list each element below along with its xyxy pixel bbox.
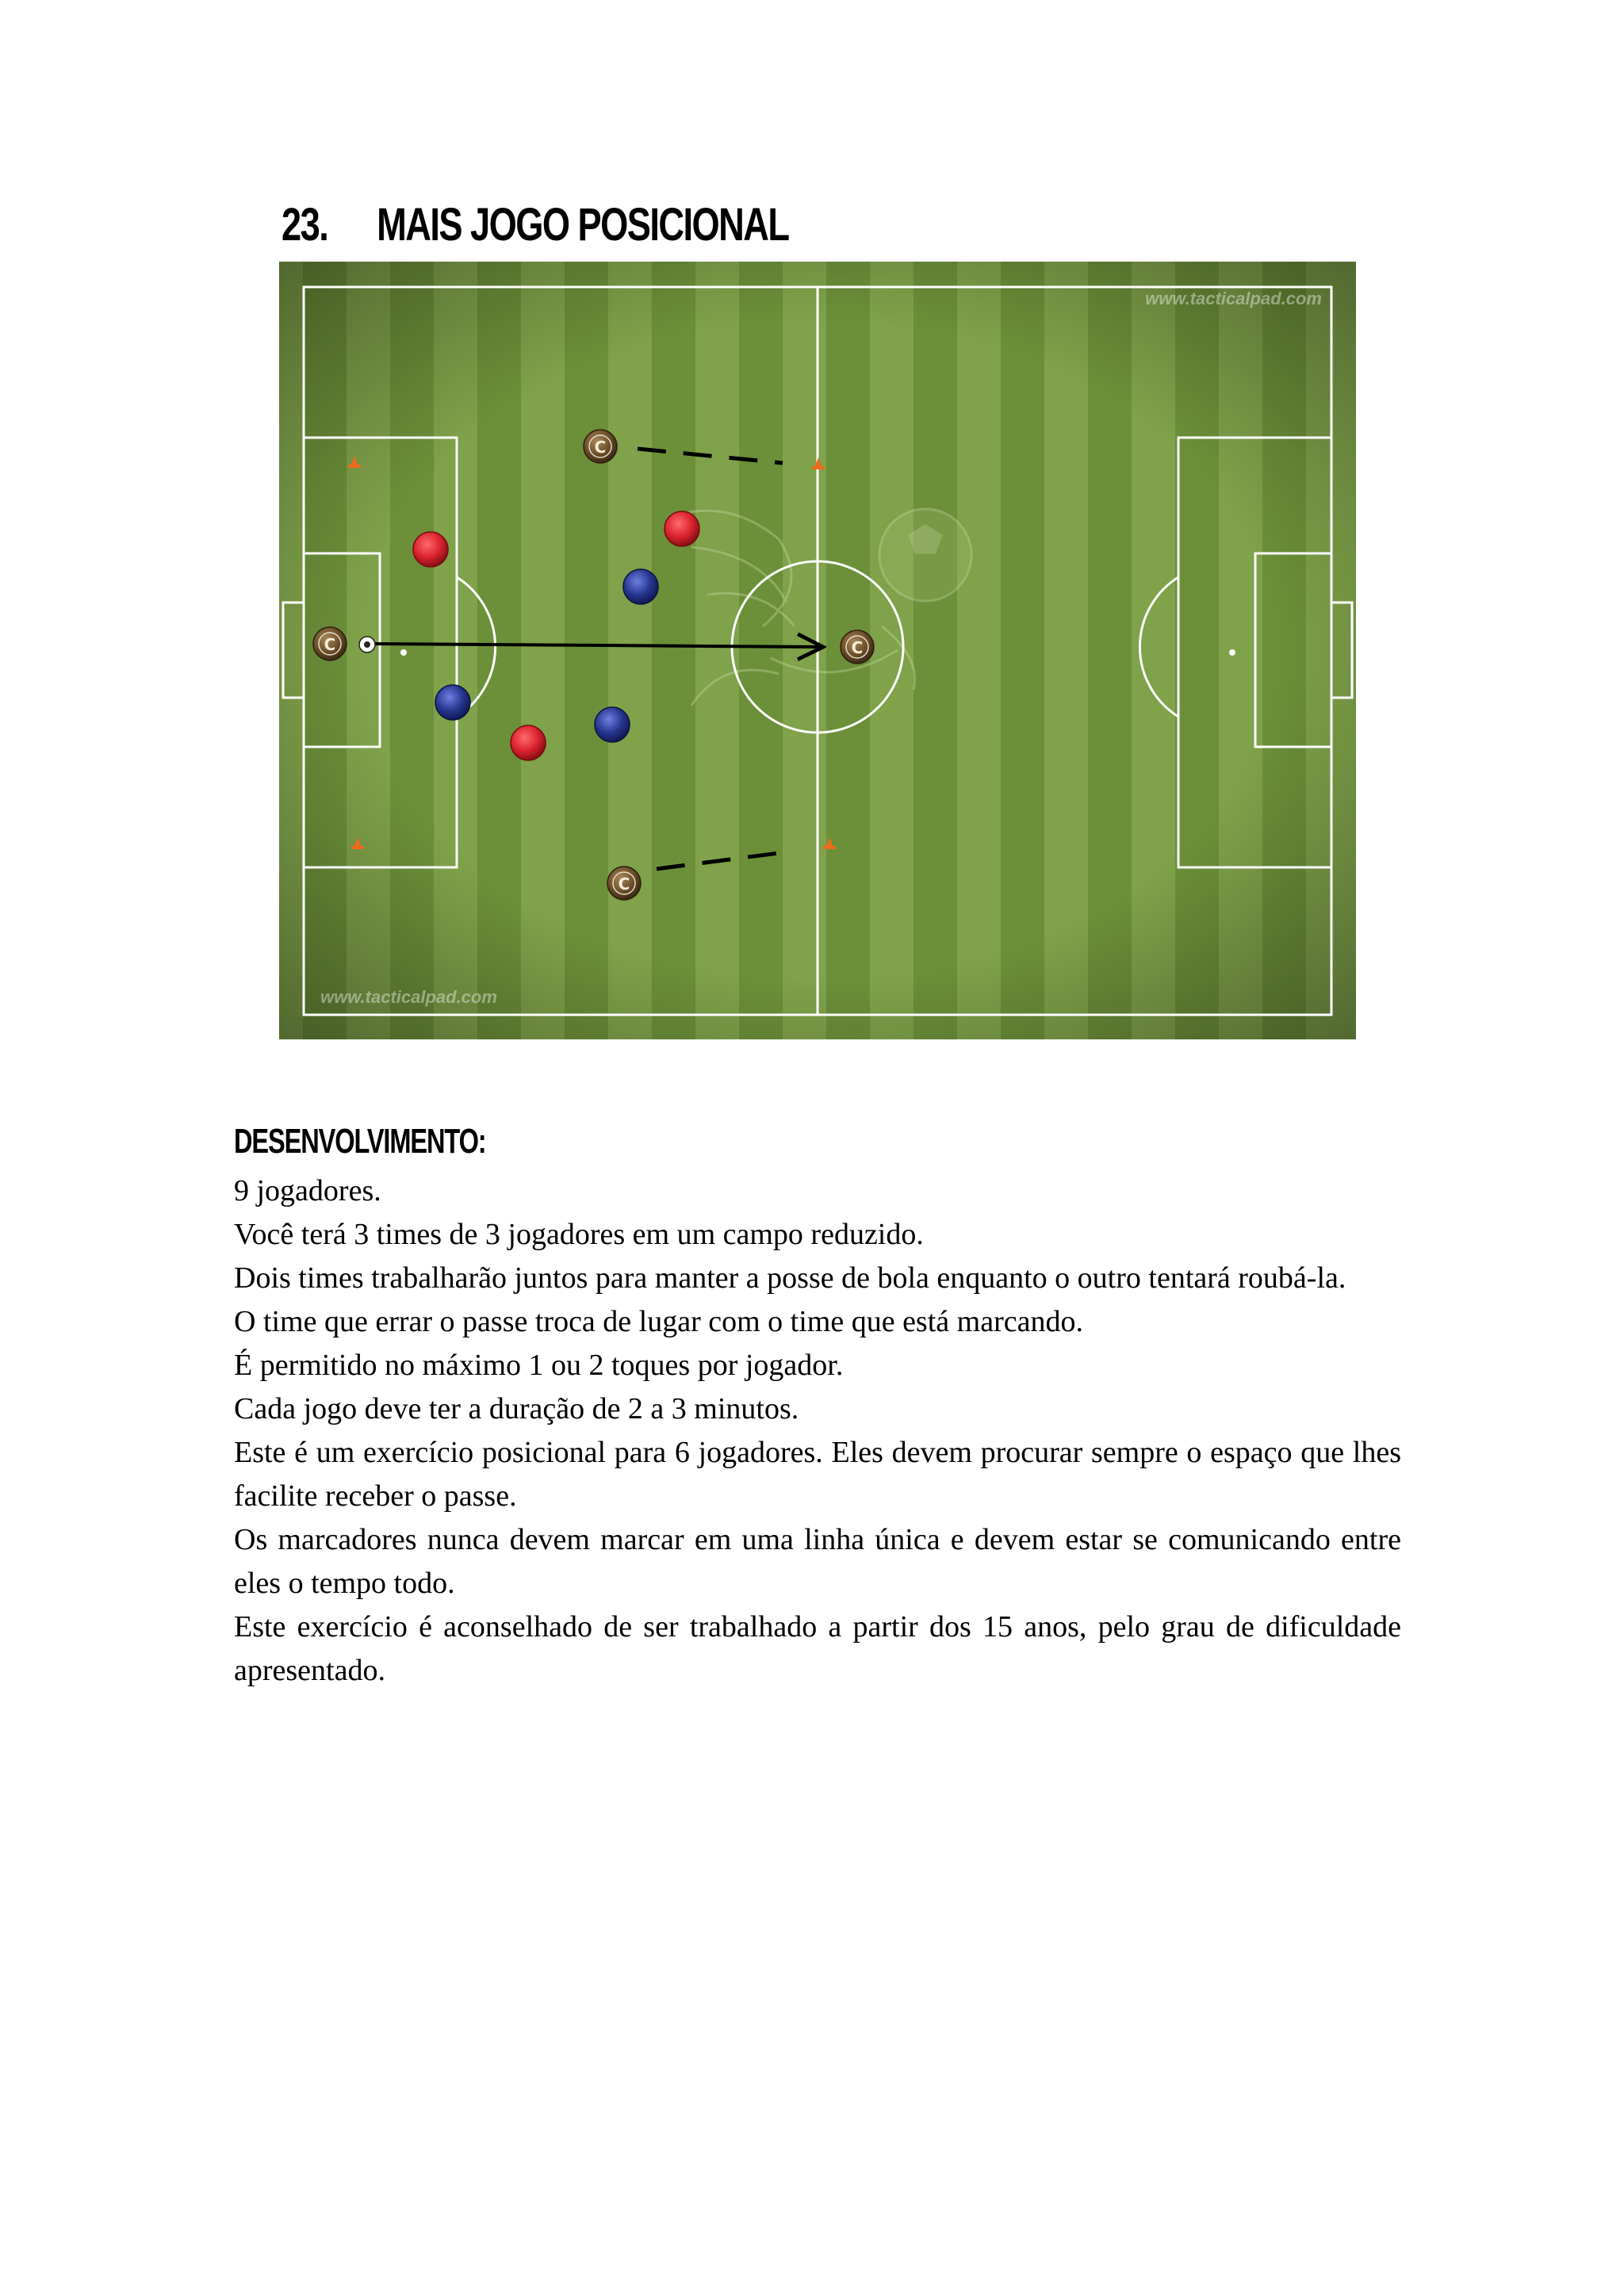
- watermark-bottom: www.tacticalpad.com: [320, 987, 497, 1007]
- paragraph: O time que errar o passe troca de lugar com o time que está marcando.: [234, 1305, 1083, 1338]
- red-player: [511, 725, 546, 760]
- pitch-diagram: [279, 262, 1356, 1039]
- paragraph: Os marcadores nunca devem marcar em uma linha única e devem estar se comunicando entre eles o tempo todo.: [234, 1523, 1401, 1600]
- player-marker-label: C: [618, 874, 630, 894]
- player-marker-label: C: [851, 638, 864, 657]
- exercise-heading: [282, 198, 788, 254]
- player-marker-label: C: [324, 635, 336, 654]
- right-penalty-spot: [1229, 649, 1235, 656]
- neutral-player-centre: [841, 630, 874, 664]
- player-marker-label: C: [594, 438, 607, 457]
- paragraph: Dois times trabalharão juntos para manter a posse de bola enquanto o outro tentará roubá-la.: [234, 1261, 1346, 1295]
- paragraph: Você terá 3 times de 3 jogadores em um campo reduzido.: [234, 1218, 924, 1251]
- paragraph: Cada jogo deve ter a duração de 2 a 3 minutos.: [234, 1392, 799, 1425]
- blue-player: [623, 569, 658, 604]
- paragraph: 9 jogadores.: [234, 1174, 381, 1207]
- section-body: [234, 1169, 1401, 1693]
- exercise-title: MAIS JOGO POSICIONAL: [377, 199, 789, 251]
- paragraph: É permitido no máximo 1 ou 2 toques por jogador.: [234, 1349, 844, 1382]
- neutral-player-top: [584, 430, 617, 463]
- watermark-top: www.tacticalpad.com: [1145, 289, 1322, 308]
- football: [359, 637, 375, 652]
- neutral-player-left: [313, 627, 347, 660]
- paragraph: Este é um exercício posicional para 6 jogadores. Eles devem procurar sempre o espaço que lhes facilite receber o passe.: [234, 1436, 1401, 1513]
- left-penalty-spot: [400, 649, 407, 656]
- red-player: [413, 532, 448, 567]
- section-title: DESENVOLVIMENTO:: [234, 1122, 486, 1161]
- red-player: [665, 511, 699, 546]
- blue-player: [595, 707, 630, 742]
- neutral-player-bottom: [607, 867, 641, 900]
- exercise-number: 23.: [282, 199, 328, 251]
- paragraph: Este exercício é aconselhado de ser trabalhado a partir dos 15 anos, pelo grau de dificuldade apresentado.: [234, 1610, 1401, 1687]
- blue-player: [435, 685, 470, 720]
